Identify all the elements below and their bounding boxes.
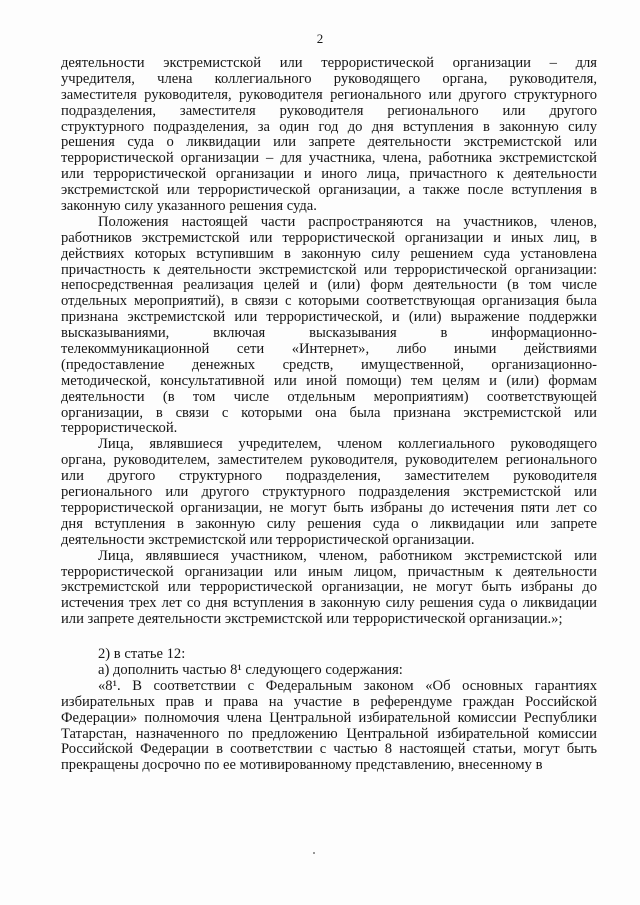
paragraph-gap xyxy=(61,628,597,647)
text-line: Татарстан, назначенного по предложению Центральной избирательной комиссии xyxy=(61,726,597,742)
text-line: дня вступления в законную силу решения суда о ликвидации или запрете xyxy=(61,516,597,532)
text-line: экстремистской или террористической организации, а также после вступления в xyxy=(61,183,597,199)
text-line: террористической организации – для участника, члена, работника экстремистской xyxy=(61,151,597,167)
paragraph xyxy=(61,647,597,663)
text-line: или террористической организации и иного лица, причастного к деятельности xyxy=(61,167,597,183)
text-line: или другого структурного подразделения, заместителем руководителя xyxy=(61,469,597,485)
paragraph xyxy=(61,437,597,548)
text-line: органа, руководителем, заместителем руководителя, руководителем регионального xyxy=(61,453,597,469)
text-line: действиях которых вступившим в законную силу решением суда установлена xyxy=(61,246,597,262)
text-line: избирательных прав и права на участие в референдуме граждан Российской xyxy=(61,694,597,710)
text-line: Лица, являвшиеся участником, членом, работником экстремистской или xyxy=(98,548,597,564)
text-line: Положения настоящей части распространяются на участников, членов, xyxy=(98,214,597,230)
text-line: непосредственная реализация целей и (или) форм деятельности (в том числе xyxy=(61,278,597,294)
text-line: работников экстремистской или террористической организации и иных лиц, в xyxy=(61,230,597,246)
text-line: заместителя руководителя, руководителя регионального или другого структурного xyxy=(61,87,597,103)
text-line: террористической организации, не могут быть избраны до истечения пяти лет со xyxy=(61,500,597,516)
scan-artifact xyxy=(313,852,315,854)
paragraph xyxy=(61,215,597,437)
text-line: истечения трех лет со дня вступления в законную силу решения суда о ликвидации xyxy=(61,596,597,612)
text-line: прекращены досрочно по ее мотивированному представлению, внесенному в xyxy=(61,758,543,774)
text-line: или запрете деятельности экстремистской или террористической организации.»; xyxy=(61,612,563,628)
text-line: а) дополнить частью 8¹ следующего содержания: xyxy=(98,662,403,678)
paragraph xyxy=(61,663,597,679)
text-line: террористической. xyxy=(61,421,178,437)
text-line: деятельности экстремистской или террористической организации – для xyxy=(61,56,597,71)
text-line: законную силу указанного решения суда. xyxy=(61,199,317,215)
text-line: учредителя, члена коллегиального руководящего органа, руководителя, xyxy=(61,71,597,87)
text-line: методической, консультативной или иной помощи) тем целям и (или) формам xyxy=(61,373,597,389)
text-line: 2) в статье 12: xyxy=(98,647,186,663)
text-line: признана экстремистской или террористической, и (или) выражение поддержки xyxy=(61,310,597,326)
text-line: организации, в связи с которыми она была признана экстремистской или xyxy=(61,405,597,421)
text-line: телекоммуникационной сети «Интернет», либо иными действиями xyxy=(61,342,597,358)
text-line: подразделения, заместителя руководителя регионального или другого xyxy=(61,103,597,119)
paragraph xyxy=(61,56,597,215)
text-line: «8¹. В соответствии с Федеральным законом «Об основных гарантиях xyxy=(98,678,597,694)
document-body xyxy=(61,56,597,774)
text-line: экстремистской или террористической организации, не могут быть избраны до xyxy=(61,580,597,596)
text-line: Федерации» полномочия члена Центральной избирательной комиссии Республики xyxy=(61,710,597,726)
text-line: деятельности (в том числе отдельным мероприятиям) соответствующей xyxy=(61,389,597,405)
text-line: высказываниями, включая высказывания в информационно- xyxy=(61,326,597,342)
text-line: террористической организации или иным лицом, причастным к деятельности xyxy=(61,564,597,580)
text-line: регионального или другого структурного подразделения экстремистской или xyxy=(61,485,597,501)
paragraph xyxy=(61,679,597,774)
text-line: отдельных мероприятий), в связи с которыми соответствующая организация была xyxy=(61,294,597,310)
text-line: Лица, являвшиеся учредителем, членом коллегиального руководящего xyxy=(98,437,597,453)
page-number: 2 xyxy=(316,31,324,46)
text-line: структурного подразделения, за один год до дня вступления в законную силу xyxy=(61,119,597,135)
text-line: решения суда о ликвидации или запрете деятельности экстремистской или xyxy=(61,135,597,151)
text-line: причастность к деятельности экстремистской или террористической организации: xyxy=(61,262,597,278)
text-line: (предоставление денежных средств, имущественной, организационно- xyxy=(61,357,597,373)
text-line: Российской Федерации в соответствии с частью 8 настоящей статьи, могут быть xyxy=(61,742,597,758)
paragraph xyxy=(61,549,597,628)
text-line: деятельности экстремистской или террористической организации. xyxy=(61,532,475,548)
